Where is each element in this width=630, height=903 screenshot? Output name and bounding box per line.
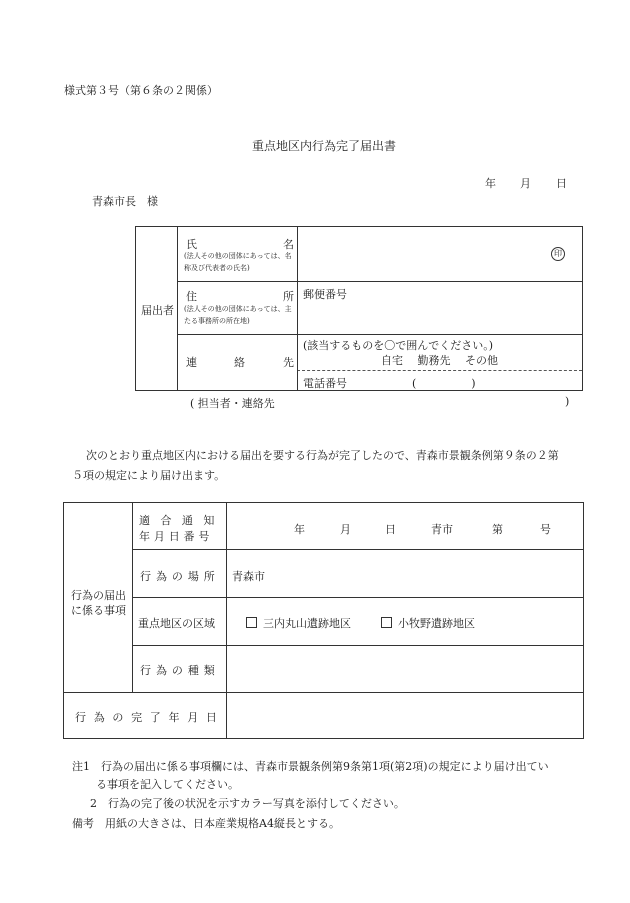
- place-label: 行為の場所: [140, 570, 220, 583]
- person-in-charge-close: ): [565, 395, 570, 408]
- postal-code-label: 郵便番号: [303, 288, 347, 301]
- district-option-2-label: 小牧野遺跡地区: [398, 617, 475, 630]
- type-label: 行為の種類: [140, 664, 220, 677]
- district-option-2[interactable]: [381, 615, 475, 631]
- address-label-2: 所: [283, 290, 294, 303]
- act-group-label-2: に係る事項: [71, 604, 126, 617]
- notifier-row-divider-1: [177, 281, 582, 282]
- notice-day: 日: [385, 523, 396, 536]
- note-2: 2 行為の完了後の状況を示すカラー写真を添付してください。: [90, 797, 405, 810]
- act-row-divider-1: [132, 549, 583, 550]
- act-table-left: [63, 502, 64, 739]
- act-table-top: [63, 502, 583, 503]
- notice-year: 年: [294, 523, 305, 536]
- notice-dai: 第: [492, 523, 503, 536]
- name-label-2: 名: [283, 238, 294, 251]
- notifier-section-divider: [177, 226, 178, 391]
- person-in-charge-open: ( 担当者・連絡先: [190, 397, 275, 410]
- remark: 備考 用紙の大きさは、日本産業規格A4縦長とする。: [72, 817, 340, 830]
- date-day-label: 日: [556, 177, 567, 190]
- notifier-section-label: 届出者: [141, 304, 174, 317]
- phone-paren: ( ): [412, 377, 476, 390]
- checkbox-sannai-maruyama[interactable]: [246, 617, 257, 628]
- document-title: 重点地区内行為完了届出書: [252, 139, 397, 153]
- act-row-divider-4: [63, 692, 583, 693]
- addressee: 青森市長 様: [92, 195, 158, 208]
- district-option-1[interactable]: [246, 615, 351, 631]
- name-label-1: 氏: [186, 238, 197, 251]
- completion-date-label: 行為の完了年月日: [75, 711, 225, 724]
- act-table-bottom: [63, 738, 583, 739]
- place-value: 青森市: [232, 570, 265, 583]
- notifier-label-divider: [297, 226, 298, 391]
- note-1-line-2: る事項を記入してください。: [96, 778, 239, 791]
- notice-go: 号: [540, 523, 551, 536]
- contact-instruction: (該当するものを〇で囲んでください。): [303, 339, 494, 352]
- notice-label-2: 年月日番号: [139, 530, 214, 543]
- contact-label-3: 先: [283, 356, 294, 369]
- district-option-1-label: 三内丸山遺跡地区: [263, 617, 351, 630]
- phone-label: 電話番号: [303, 377, 347, 390]
- form-number: 様式第３号（第６条の２関係）: [64, 84, 218, 97]
- contact-label-2: 絡: [234, 356, 245, 369]
- body-text-line-1: 次のとおり重点地区内における届出を要する行為が完了したので、青森市景観条例第９条の２第: [86, 449, 559, 462]
- seal-mark: 印: [551, 247, 565, 261]
- note-1-line-1: 注1 行為の届出に係る事項欄には、青森市景観条例第9条第1項(第2項)の規定により届け出てい: [72, 760, 549, 773]
- act-table-right: [583, 502, 584, 739]
- notifier-row-divider-2: [177, 334, 582, 335]
- act-group-divider: [132, 502, 133, 693]
- notifier-table-right: [582, 226, 583, 391]
- district-label: 重点地区の区域: [138, 617, 215, 630]
- date-month-label: 月: [520, 177, 531, 190]
- act-label-divider: [226, 502, 227, 739]
- address-note: (法人その他の団体にあっては、主たる事務所の所在地): [184, 305, 292, 325]
- date-year-label: 年: [485, 177, 496, 190]
- address-label-1: 住: [186, 290, 197, 303]
- notifier-table-top: [135, 226, 582, 227]
- notice-month: 月: [340, 523, 351, 536]
- notice-city: 青市: [431, 523, 453, 536]
- act-group-label-1: 行為の届出: [71, 589, 126, 602]
- notifier-table-left: [135, 226, 136, 391]
- name-note: (法人その他の団体にあっては、名称及び代表者の氏名): [184, 252, 292, 272]
- contact-dashed-divider: [297, 370, 582, 371]
- contact-label-1: 連: [186, 356, 197, 369]
- checkbox-komakino[interactable]: [381, 617, 392, 628]
- act-row-divider-2: [132, 597, 583, 598]
- notifier-table-bottom: [135, 390, 582, 391]
- body-text-line-2: ５項の規定により届け出ます。: [72, 469, 226, 482]
- contact-options: 自宅 勤務先 その他: [381, 354, 498, 367]
- act-row-divider-3: [132, 645, 583, 646]
- notice-label-1: 適合通知: [139, 514, 225, 527]
